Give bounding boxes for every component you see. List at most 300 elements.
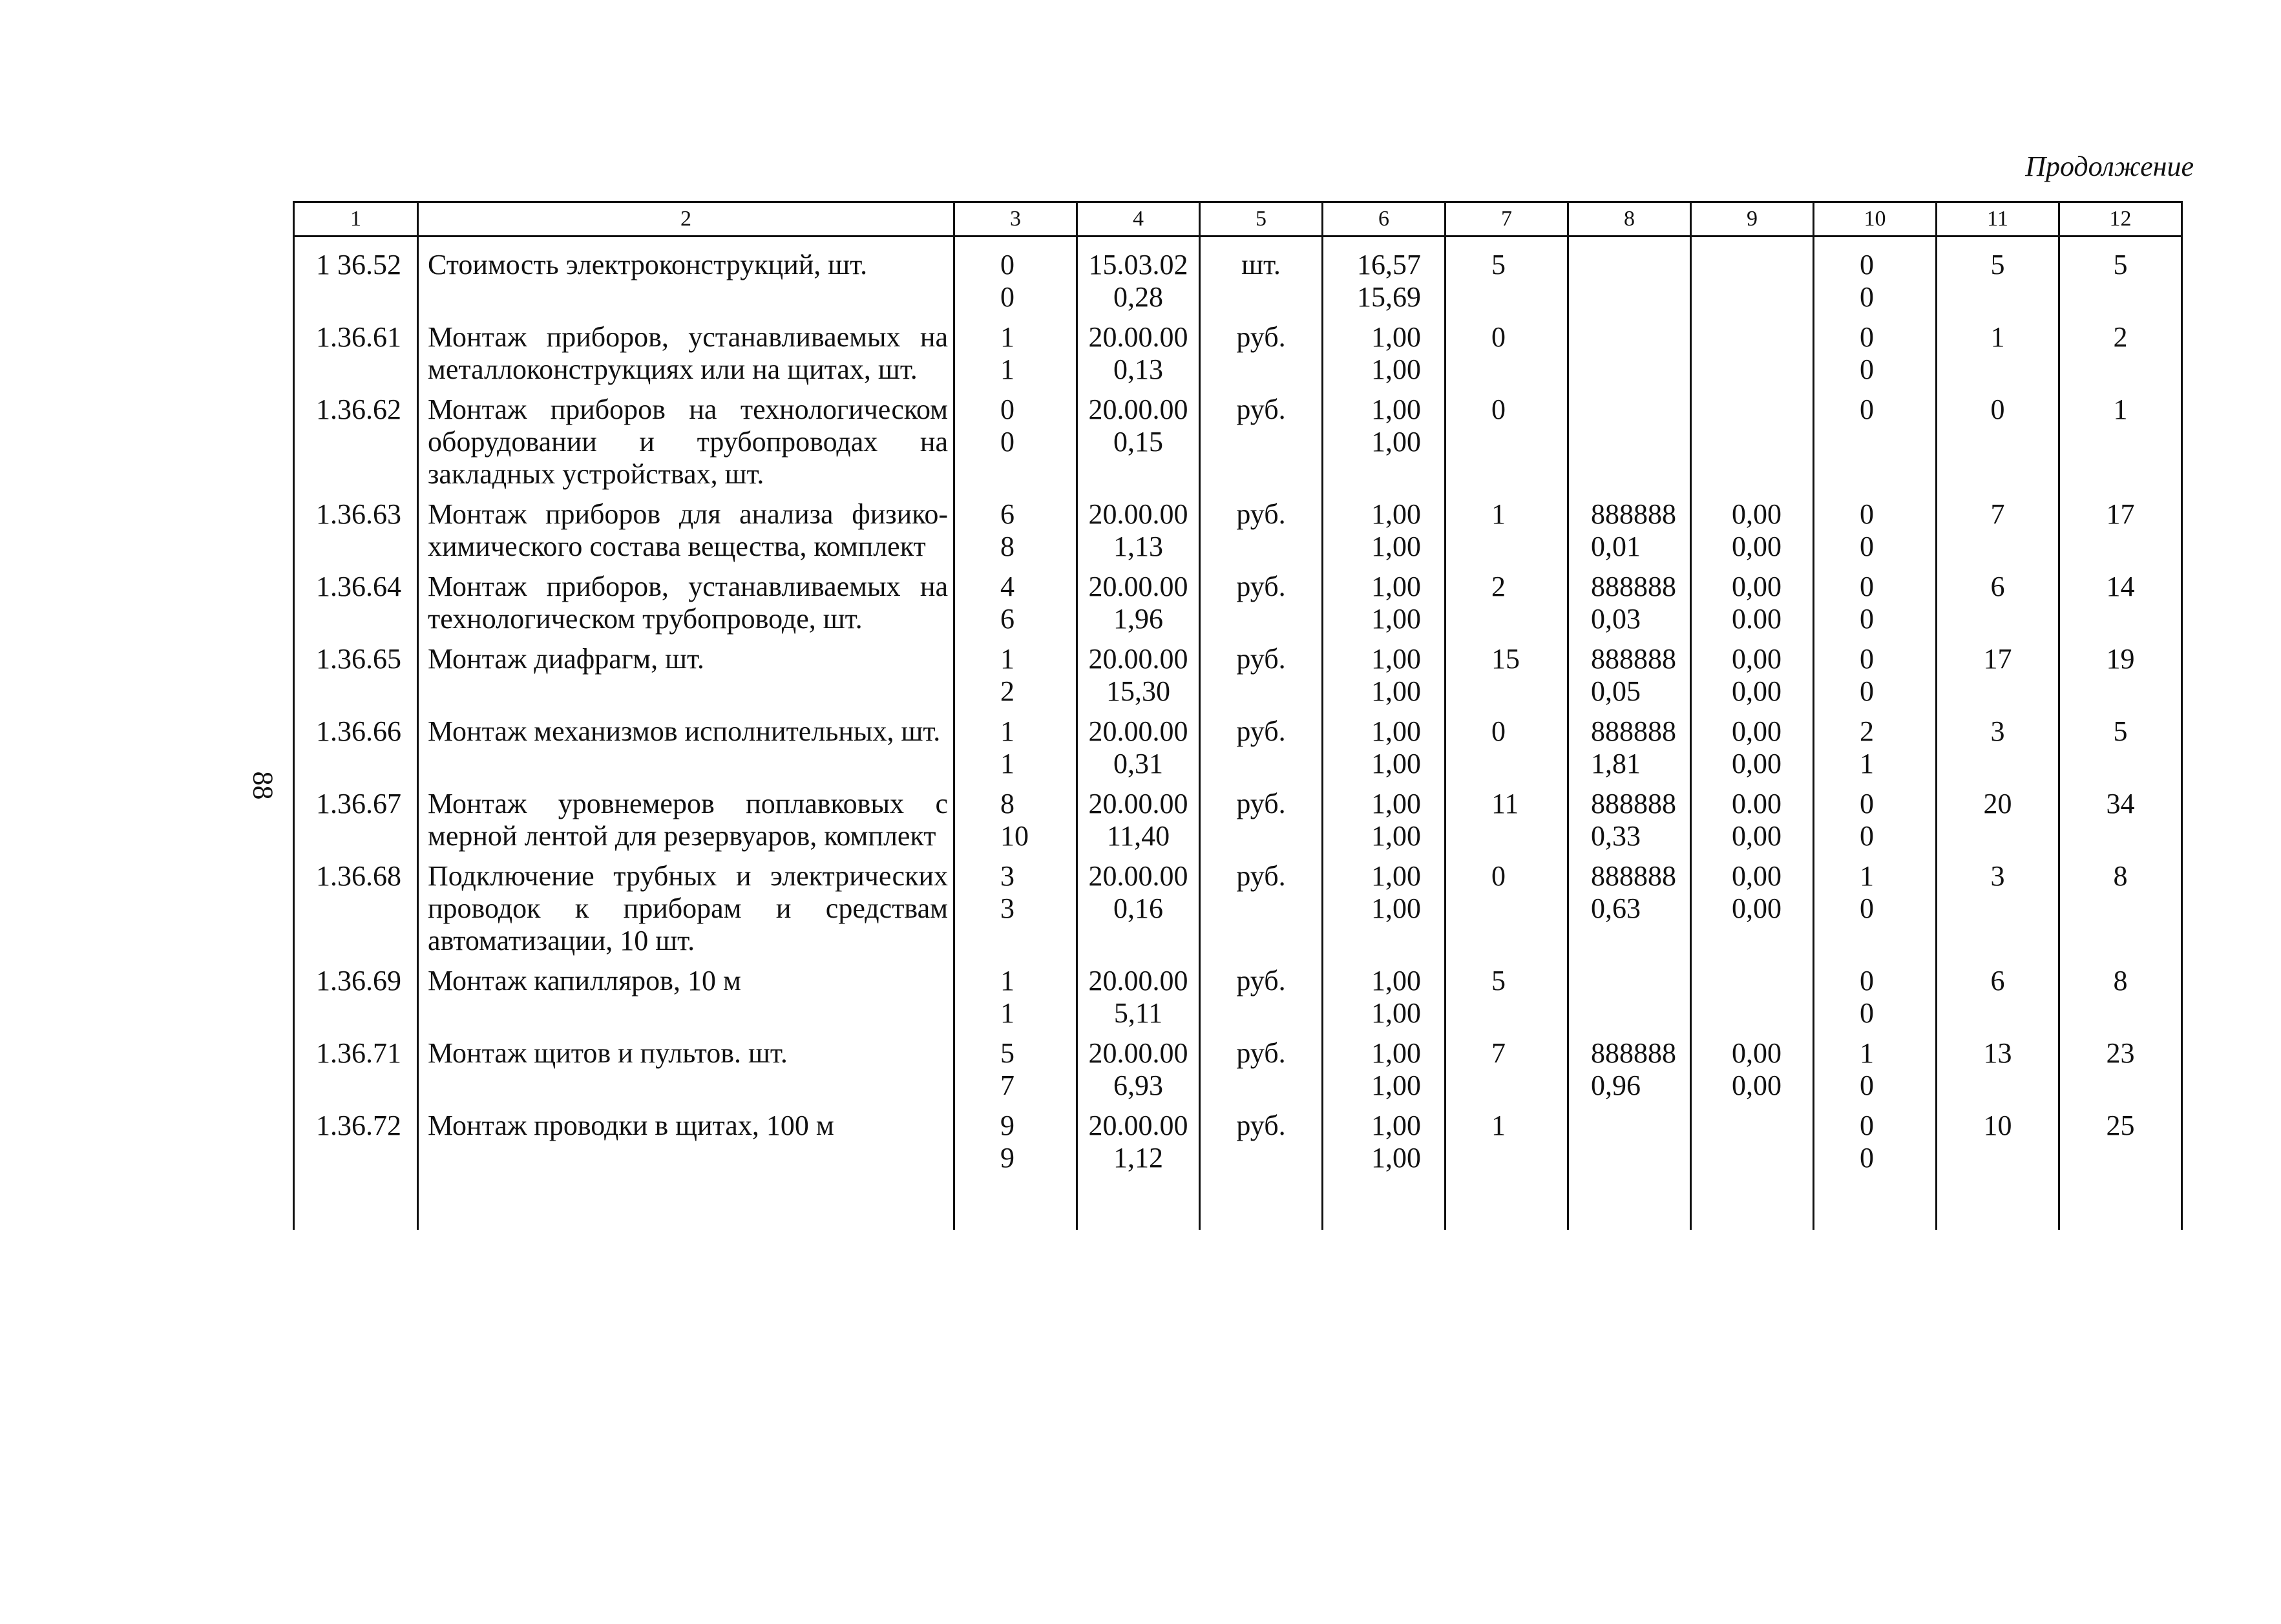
cell-col8-line: 888888 (1591, 715, 1676, 747)
cell-col4 (1077, 1106, 1200, 1178)
cell-name: Монтаж приборов, устанавливаемых на технологическом трубопроводе, шт. (418, 567, 954, 639)
cell-col6-line: 1,00 (1371, 571, 1421, 602)
cell-name: Монтаж капилляров, 10 м (418, 961, 954, 1033)
cell-col12: 23 (2059, 1033, 2182, 1106)
cell-col4-line: 20.00.00 (1088, 571, 1188, 602)
cell-col3-line: 2 (1000, 675, 1014, 707)
cell-col11: 10 (1937, 1106, 2059, 1178)
column-header: 7 (1445, 202, 1568, 237)
cell-col5: руб. (1200, 494, 1323, 567)
cell-col4-line: 20.00.00 (1088, 394, 1188, 425)
cell-col8-line: 888888 (1591, 860, 1676, 892)
cell-name: Стоимость электроконструкций, шт. (418, 237, 954, 318)
cell-col11: 0 (1937, 390, 2059, 494)
cell-col9-line: 0,00 (1732, 820, 1782, 852)
cell-col10-line: 0 (1860, 321, 1874, 353)
cell-col4-line: 15,30 (1106, 675, 1170, 707)
cell-col8 (1568, 784, 1691, 856)
cell-col3-line: 0 (1000, 249, 1014, 280)
cell-col10-line: 0 (1860, 394, 1874, 425)
table-row (294, 237, 2182, 318)
cell-col12: 34 (2059, 784, 2182, 856)
cell-col4-line: 20.00.00 (1088, 1110, 1188, 1141)
empty-cell (1937, 1178, 2059, 1230)
cell-col3 (954, 317, 1077, 390)
cell-col10-line: 0 (1860, 1142, 1874, 1174)
cell-col5: руб. (1200, 639, 1323, 712)
cell-col8-line: 0,96 (1591, 1070, 1641, 1101)
cell-col8-line (1591, 426, 1682, 458)
cell-col9-line: 0.00 (1732, 788, 1782, 819)
cell-col3-line: 1 (1000, 643, 1014, 675)
cell-col10-line: 0 (1860, 892, 1874, 924)
cell-col9 (1691, 1106, 1814, 1178)
cell-col8-line (1591, 353, 1682, 386)
cell-col7: 15 (1445, 639, 1568, 712)
cell-col6-line: 1,00 (1371, 788, 1421, 819)
cell-col9-line (1732, 249, 1805, 281)
empty-cell (418, 1178, 954, 1230)
cell-col4 (1077, 567, 1200, 639)
cell-col8-line: 888888 (1591, 1037, 1676, 1069)
cell-col6 (1323, 237, 1445, 318)
cell-col5: руб. (1200, 317, 1323, 390)
cell-col10-line: 0 (1860, 820, 1874, 852)
cell-col5: шт. (1200, 237, 1323, 318)
cell-col7: 0 (1445, 856, 1568, 961)
cell-col6-line: 1,00 (1371, 1142, 1421, 1174)
cell-col8 (1568, 494, 1691, 567)
cell-col6-line: 1,00 (1371, 965, 1421, 997)
column-header: 2 (418, 202, 954, 237)
cell-col9 (1691, 961, 1814, 1033)
cell-col3 (954, 639, 1077, 712)
cell-col3 (954, 1106, 1077, 1178)
cell-col3-line: 10 (1000, 820, 1029, 852)
cell-col3-line: 9 (1000, 1110, 1014, 1141)
cell-col9-line: 0,00 (1732, 1070, 1782, 1101)
cell-col5: руб. (1200, 390, 1323, 494)
cell-col10-line: 0 (1860, 498, 1874, 530)
cell-col5: руб. (1200, 712, 1323, 784)
cell-code: 1.36.67 (294, 784, 418, 856)
cell-col11: 6 (1937, 567, 2059, 639)
cell-col9 (1691, 237, 1814, 318)
cell-col4 (1077, 961, 1200, 1033)
cell-col4-line: 1,13 (1113, 531, 1163, 562)
cell-col3 (954, 494, 1077, 567)
column-header: 5 (1200, 202, 1323, 237)
cell-col8 (1568, 856, 1691, 961)
cell-col3-line: 3 (1000, 860, 1014, 892)
cell-col8-line (1591, 1142, 1682, 1174)
cell-col8-line (1591, 249, 1682, 281)
cell-col3 (954, 237, 1077, 318)
cell-code: 1 36.52 (294, 237, 418, 318)
cell-code: 1.36.69 (294, 961, 418, 1033)
table-row (294, 1106, 2182, 1178)
cell-code: 1.36.71 (294, 1033, 418, 1106)
cell-col12: 25 (2059, 1106, 2182, 1178)
cell-col9 (1691, 494, 1814, 567)
cell-col10-line: 0 (1860, 1110, 1874, 1141)
cell-col12: 5 (2059, 712, 2182, 784)
empty-cell (1568, 1178, 1691, 1230)
cell-col4-line: 20.00.00 (1088, 643, 1188, 675)
cell-col4-line: 15.03.02 (1088, 249, 1188, 280)
column-header: 8 (1568, 202, 1691, 237)
cell-col3-line: 1 (1000, 997, 1014, 1029)
cell-col7: 0 (1445, 390, 1568, 494)
cell-col3 (954, 961, 1077, 1033)
cell-col8 (1568, 961, 1691, 1033)
cell-col11: 7 (1937, 494, 2059, 567)
cell-col9-line (1732, 1142, 1805, 1174)
cell-name: Монтаж щитов и пультов. шт. (418, 1033, 954, 1106)
cell-col11: 13 (1937, 1033, 2059, 1106)
cell-col8 (1568, 1106, 1691, 1178)
cell-col6-line: 1,00 (1371, 675, 1421, 707)
cell-col10 (1814, 712, 1937, 784)
cell-col5: руб. (1200, 856, 1323, 961)
cell-col4 (1077, 1033, 1200, 1106)
cell-col4 (1077, 494, 1200, 567)
cell-col4-line: 20.00.00 (1088, 1037, 1188, 1069)
cell-col10-line (1860, 426, 1928, 458)
cell-col3-line: 1 (1000, 321, 1014, 353)
cell-col3-line: 0 (1000, 394, 1014, 425)
cell-code: 1.36.62 (294, 390, 418, 494)
cell-col6 (1323, 712, 1445, 784)
cell-col10 (1814, 317, 1937, 390)
cell-col10 (1814, 856, 1937, 961)
cell-col8-line: 1,81 (1591, 748, 1641, 779)
cell-col8 (1568, 639, 1691, 712)
cell-name: Монтаж приборов, устанавливаемых на металлоконструкциях или на щитах, шт. (418, 317, 954, 390)
cell-name: Монтаж диафрагм, шт. (418, 639, 954, 712)
cell-col10 (1814, 1106, 1937, 1178)
cell-col4-line: 1,12 (1113, 1142, 1163, 1174)
cell-col3 (954, 856, 1077, 961)
cell-col6 (1323, 494, 1445, 567)
cell-col12: 14 (2059, 567, 2182, 639)
table-row (294, 1033, 2182, 1106)
cell-col9 (1691, 639, 1814, 712)
cell-col6-line: 1,00 (1371, 1037, 1421, 1069)
cell-col10-line: 0 (1860, 997, 1874, 1029)
cell-col9-line: 0,00 (1732, 498, 1782, 530)
cell-col8-line: 0,01 (1591, 531, 1641, 562)
cell-col6-line: 1,00 (1371, 860, 1421, 892)
empty-cell (1200, 1178, 1323, 1230)
cell-col9-line (1732, 965, 1805, 997)
cell-col8-line: 0,05 (1591, 675, 1641, 707)
cell-col10-line: 2 (1860, 715, 1874, 747)
cell-col6-line: 1,00 (1371, 892, 1421, 924)
cell-col12: 8 (2059, 856, 2182, 961)
cell-col8 (1568, 567, 1691, 639)
cell-col3-line: 3 (1000, 892, 1014, 924)
cell-col7: 11 (1445, 784, 1568, 856)
cell-col6-line: 1,00 (1371, 1070, 1421, 1101)
cell-name: Монтаж механизмов исполнительных, шт. (418, 712, 954, 784)
cell-col9 (1691, 317, 1814, 390)
cell-col4-line: 20.00.00 (1088, 715, 1188, 747)
cell-col5: руб. (1200, 567, 1323, 639)
cell-col3 (954, 1033, 1077, 1106)
table-row (294, 639, 2182, 712)
cell-col6-line: 1,00 (1371, 394, 1421, 425)
cell-col3-line: 6 (1000, 498, 1014, 530)
empty-cell (294, 1178, 418, 1230)
cell-col6-line: 1,00 (1371, 498, 1421, 530)
cell-code: 1.36.72 (294, 1106, 418, 1178)
cell-col8-line: 888888 (1591, 571, 1676, 602)
column-header: 6 (1323, 202, 1445, 237)
column-header: 3 (954, 202, 1077, 237)
cell-col9-line (1732, 426, 1805, 458)
cell-col4-line: 6,93 (1113, 1070, 1163, 1101)
cell-col3-line: 9 (1000, 1142, 1014, 1174)
cell-col4-line: 20.00.00 (1088, 788, 1188, 819)
cell-col3-line: 8 (1000, 788, 1014, 819)
cell-col8-line (1591, 394, 1682, 426)
empty-cell (1445, 1178, 1568, 1230)
cell-col10 (1814, 1033, 1937, 1106)
cell-col10 (1814, 961, 1937, 1033)
cell-col8 (1568, 1033, 1691, 1106)
cell-col9 (1691, 390, 1814, 494)
cell-col12: 5 (2059, 237, 2182, 318)
cell-col10 (1814, 390, 1937, 494)
cell-col8-line: 888888 (1591, 643, 1676, 675)
cell-col4-line: 0,31 (1113, 748, 1163, 779)
cell-col7: 5 (1445, 237, 1568, 318)
table-row (294, 390, 2182, 494)
cell-col6-line: 1,00 (1371, 1110, 1421, 1141)
cell-col9-line (1732, 321, 1805, 353)
cell-col10-line: 0 (1860, 531, 1874, 562)
cell-col10 (1814, 237, 1937, 318)
cell-col10-line: 0 (1860, 643, 1874, 675)
column-header: 12 (2059, 202, 2182, 237)
cell-col8-line: 0,63 (1591, 892, 1641, 924)
table-row (294, 712, 2182, 784)
cell-col4 (1077, 712, 1200, 784)
cell-col12: 19 (2059, 639, 2182, 712)
table-row (294, 317, 2182, 390)
cell-col3-line: 1 (1000, 965, 1014, 997)
cell-col9-line: 0.00 (1732, 603, 1782, 635)
cell-code: 1.36.64 (294, 567, 418, 639)
cell-col12: 1 (2059, 390, 2182, 494)
cell-col3-line: 1 (1000, 353, 1014, 385)
cell-col7: 5 (1445, 961, 1568, 1033)
cell-col9-line: 0,00 (1732, 1037, 1782, 1069)
cell-col6 (1323, 784, 1445, 856)
table-row (294, 784, 2182, 856)
cell-col10-line: 0 (1860, 281, 1874, 313)
cell-col3 (954, 712, 1077, 784)
cell-col11: 3 (1937, 712, 2059, 784)
cell-col11: 5 (1937, 237, 2059, 318)
cell-col6-line: 15,69 (1357, 281, 1421, 313)
cell-col6-line: 16,57 (1357, 249, 1421, 280)
cell-col9 (1691, 784, 1814, 856)
column-header: 11 (1937, 202, 2059, 237)
cell-col8 (1568, 712, 1691, 784)
cell-col9-line: 0,00 (1732, 715, 1782, 747)
empty-cell (2059, 1178, 2182, 1230)
cell-col7: 0 (1445, 317, 1568, 390)
cell-col8-line (1591, 321, 1682, 353)
cell-col3-line: 5 (1000, 1037, 1014, 1069)
cell-col7: 1 (1445, 1106, 1568, 1178)
cell-col6-line: 1,00 (1371, 426, 1421, 458)
cell-col6 (1323, 317, 1445, 390)
cell-code: 1.36.66 (294, 712, 418, 784)
cell-col6-line: 1,00 (1371, 353, 1421, 385)
cell-col8-line (1591, 1110, 1682, 1142)
cell-col4-line: 0,16 (1113, 892, 1163, 924)
table-row (294, 494, 2182, 567)
column-header: 1 (294, 202, 418, 237)
cell-code: 1.36.68 (294, 856, 418, 961)
table-row (294, 567, 2182, 639)
cell-col8 (1568, 237, 1691, 318)
cell-code: 1.36.61 (294, 317, 418, 390)
cell-col5: руб. (1200, 1033, 1323, 1106)
cell-col9-line (1732, 353, 1805, 386)
cell-col11: 1 (1937, 317, 2059, 390)
cell-col6 (1323, 390, 1445, 494)
cell-col9 (1691, 1033, 1814, 1106)
cell-col6 (1323, 639, 1445, 712)
column-header: 4 (1077, 202, 1200, 237)
table-row (294, 961, 2182, 1033)
cell-col4-line: 5,11 (1113, 997, 1163, 1029)
table-tail (294, 1178, 2182, 1230)
continuation-note: Продолжение (2025, 151, 2194, 182)
cell-col3-line: 0 (1000, 281, 1014, 313)
column-header: 10 (1814, 202, 1937, 237)
cell-col10-line: 0 (1860, 675, 1874, 707)
cell-code: 1.36.65 (294, 639, 418, 712)
cell-col10-line: 0 (1860, 603, 1874, 635)
cell-col6-line: 1,00 (1371, 603, 1421, 635)
cell-col9-line: 0,00 (1732, 675, 1782, 707)
cell-col8-line (1591, 281, 1682, 313)
cell-col3-line: 0 (1000, 426, 1014, 458)
cell-col10-line: 1 (1860, 1037, 1874, 1069)
cell-col4 (1077, 237, 1200, 318)
cell-col10-line: 1 (1860, 748, 1874, 779)
cell-col6 (1323, 1033, 1445, 1106)
cell-col9-line: 0,00 (1732, 531, 1782, 562)
cell-col10-line: 0 (1860, 788, 1874, 819)
cell-col3 (954, 567, 1077, 639)
cell-name: Монтаж приборов на технологическом оборудовании и трубопроводах на закладных устройствах, шт. (418, 390, 954, 494)
cell-col9-line: 0,00 (1732, 571, 1782, 602)
cell-col8-line: 888888 (1591, 498, 1676, 530)
cell-col12: 8 (2059, 961, 2182, 1033)
cell-col8-line (1591, 997, 1682, 1029)
table-body (294, 237, 2182, 1230)
cell-col3 (954, 390, 1077, 494)
cell-col10 (1814, 639, 1937, 712)
estimate-table (293, 201, 2183, 1230)
cell-col10-line: 0 (1860, 249, 1874, 280)
cell-col11: 20 (1937, 784, 2059, 856)
cell-col3-line: 6 (1000, 603, 1014, 635)
empty-cell (1691, 1178, 1814, 1230)
cell-col9 (1691, 856, 1814, 961)
cell-col9 (1691, 712, 1814, 784)
cell-col6-line: 1,00 (1371, 997, 1421, 1029)
empty-cell (954, 1178, 1077, 1230)
cell-col11: 17 (1937, 639, 2059, 712)
cell-col9-line: 0,00 (1732, 643, 1782, 675)
cell-col9-line (1732, 281, 1805, 313)
cell-col10-line: 0 (1860, 965, 1874, 997)
cell-col6-line: 1,00 (1371, 820, 1421, 852)
cell-col4-line: 20.00.00 (1088, 965, 1188, 997)
cell-col3-line: 7 (1000, 1070, 1014, 1101)
cell-col12: 17 (2059, 494, 2182, 567)
cell-col6-line: 1,00 (1371, 748, 1421, 779)
cell-col8-line: 888888 (1591, 788, 1676, 819)
cell-name: Монтаж уровнемеров поплавковых с мерной лентой для резервуаров, комплект (418, 784, 954, 856)
cell-col4-line: 20.00.00 (1088, 321, 1188, 353)
cell-col9-line (1732, 394, 1805, 426)
cell-col3-line: 4 (1000, 571, 1014, 602)
cell-col4-line: 0,28 (1113, 281, 1163, 313)
column-header: 9 (1691, 202, 1814, 237)
cell-col4-line: 20.00.00 (1088, 860, 1188, 892)
cell-code: 1.36.63 (294, 494, 418, 567)
table-row (294, 856, 2182, 961)
cell-col9-line: 0,00 (1732, 748, 1782, 779)
cell-col10 (1814, 567, 1937, 639)
cell-col3-line: 1 (1000, 748, 1014, 779)
cell-col7: 7 (1445, 1033, 1568, 1106)
cell-col10-line: 0 (1860, 571, 1874, 602)
cell-col10-line: 0 (1860, 353, 1874, 385)
cell-col4 (1077, 639, 1200, 712)
cell-col4-line: 0,15 (1113, 426, 1163, 458)
cell-col6-line: 1,00 (1371, 643, 1421, 675)
cell-col11: 3 (1937, 856, 2059, 961)
cell-col3 (954, 784, 1077, 856)
cell-col6 (1323, 567, 1445, 639)
cell-col5: руб. (1200, 1106, 1323, 1178)
cell-col4-line: 11,40 (1106, 820, 1170, 852)
cell-col9-line: 0,00 (1732, 892, 1782, 924)
cell-col5: руб. (1200, 961, 1323, 1033)
cell-col9-line: 0,00 (1732, 860, 1782, 892)
cell-col4 (1077, 317, 1200, 390)
cell-col9 (1691, 567, 1814, 639)
cell-col8 (1568, 317, 1691, 390)
cell-col8-line: 0,03 (1591, 603, 1641, 635)
cell-col4-line: 0,13 (1113, 353, 1163, 385)
cell-col3-line: 8 (1000, 531, 1014, 562)
cell-name: Монтаж проводки в щитах, 100 м (418, 1106, 954, 1178)
cell-col4 (1077, 784, 1200, 856)
cell-col8 (1568, 390, 1691, 494)
page-number: 88 (247, 771, 279, 800)
cell-col9-line (1732, 997, 1805, 1029)
